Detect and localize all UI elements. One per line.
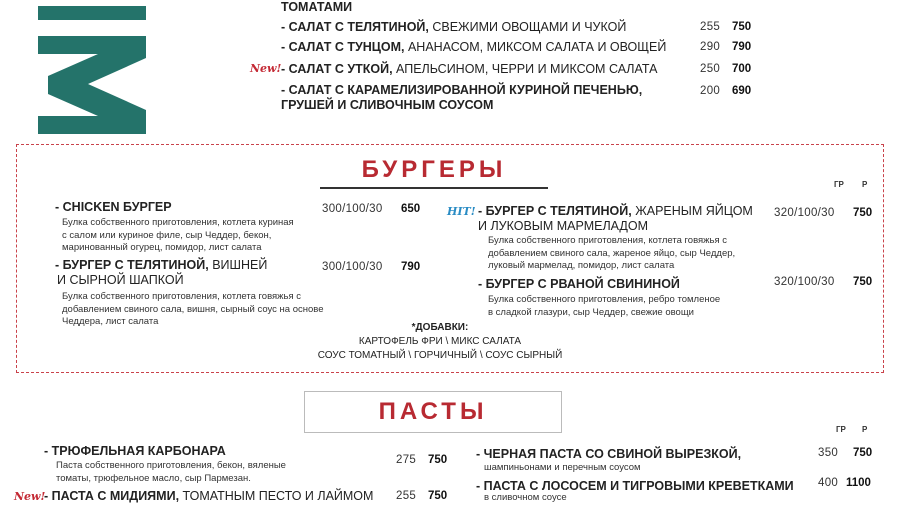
item-weight: 320/100/30 <box>774 276 835 288</box>
item-name-line2: И СЫРНОЙ ШАПКОЙ <box>57 273 184 287</box>
item-name: - ПАСТА С ЛОСОСЕМ И ТИГРОВЫМИ КРЕВЕТКАМИ <box>476 479 794 493</box>
item-weight: 320/100/30 <box>774 207 835 219</box>
pastas-section-title: ПАСТЫ <box>378 398 488 425</box>
menu-item-salad-tuna <box>281 40 666 55</box>
item-name-rest: АПЕЛЬСИНОМ, ЧЕРРИ И МИКСОМ САЛАТА <box>392 62 658 76</box>
burgers-title-underline <box>320 187 548 189</box>
item-weight: 250 <box>700 63 721 75</box>
menu-item-salad-veal <box>281 20 626 35</box>
new-badge: New! <box>14 490 46 503</box>
item-name: - САЛАТ С ТЕЛЯТИНОЙ, <box>281 20 429 34</box>
m-logo-icon <box>38 6 146 134</box>
item-name: - БУРГЕР С ТЕЛЯТИНОЙ, <box>55 258 209 272</box>
item-price: 1100 <box>846 477 871 489</box>
menu-item-salad-liver <box>281 83 642 113</box>
menu-item-salad-duck <box>281 62 657 77</box>
burgers-section-title: БУРГЕРЫ <box>361 156 507 183</box>
item-weight: 275 <box>396 454 417 466</box>
item-price: 790 <box>732 41 752 53</box>
addons-line: КАРТОФЕЛЬ ФРИ \ МИКС САЛАТА <box>358 336 522 347</box>
item-name: - САЛАТ С ТУНЦОМ, <box>281 40 405 54</box>
item-description: Булка собственного приготовления, котлета куриная с салом или куриное филе, сыр Чеддер, бекон, маринованный огурец, помидор, лист салата <box>62 217 294 253</box>
menu-item-veal-cherry-burger <box>55 258 267 288</box>
item-name: - ТРЮФЕЛЬНАЯ КАРБОНАРА <box>44 444 226 458</box>
addons-title: *ДОБАВКИ: <box>411 322 469 333</box>
item-price: 690 <box>732 85 752 97</box>
item-price: 790 <box>401 261 421 273</box>
item-description: Булка собственного приготовления, ребро томленое в сладкой глазури, сыр Чеддер, свежие овощи <box>488 294 721 318</box>
item-name: - БУРГЕР С РВАНОЙ СВИНИНОЙ <box>478 277 680 291</box>
item-name: - САЛАТ С УТКОЙ, <box>281 62 393 76</box>
menu-item-veal-egg-burger <box>478 204 753 234</box>
item-price: 750 <box>732 21 752 33</box>
item-weight: 255 <box>700 21 721 33</box>
item-name-rest: АНАНАСОМ, МИКСОМ САЛАТА И ОВОЩЕЙ <box>404 40 667 54</box>
item-weight: 200 <box>700 85 721 97</box>
item-name-rest: ЖАРЕНЫМ ЯЙЦОМ <box>631 204 753 218</box>
salad-top-fragment: ТОМАТАМИ <box>281 0 353 14</box>
item-price: 750 <box>853 207 873 219</box>
item-price: 750 <box>428 490 448 502</box>
menu-item-mussel-pasta <box>44 489 373 504</box>
addons-line: СОУС ТОМАТНЫЙ \ ГОРЧИЧНЫЙ \ СОУС СЫРНЫЙ <box>317 350 563 361</box>
item-price: 750 <box>853 447 873 459</box>
hit-badge: HIT! <box>447 205 476 218</box>
item-price: 650 <box>401 203 421 215</box>
menu-item-chicken-burger <box>55 200 172 215</box>
menu-item-black-pasta <box>476 447 741 462</box>
item-name-rest: СВЕЖИМИ ОВОЩАМИ И ЧУКОЙ <box>428 20 627 34</box>
menu-item-truffle-carbonara <box>44 444 226 459</box>
new-badge: New! <box>250 62 282 75</box>
item-name: - ПАСТА С МИДИЯМИ, <box>44 489 180 503</box>
item-weight: 300/100/30 <box>322 261 383 273</box>
item-description: в сливочном соусе <box>484 492 567 503</box>
col-header-weight: ГР <box>834 180 844 189</box>
item-description: Булка собственного приготовления, котлета говяжья с добавлением свиного сала, жареное яйцо, сыр Чеддер, луковый мармелад, помидор, лист салата <box>488 235 736 271</box>
item-description: Паста собственного приготовления, бекон, вяленые томаты, трюфельное масло, сыр Пармезан. <box>56 460 286 484</box>
item-weight: 350 <box>818 447 839 459</box>
item-price: 750 <box>428 454 448 466</box>
item-name: - САЛАТ С КАРАМЕЛИЗИРОВАННОЙ КУРИНОЙ ПЕЧЕНЬЮ, <box>281 83 643 97</box>
col-header-price: Р <box>862 425 868 434</box>
item-description: шампиньонами и перечным соусом <box>484 462 641 473</box>
item-name: - ЧЕРНАЯ ПАСТА СО СВИНОЙ ВЫРЕЗКОЙ, <box>476 447 742 461</box>
item-name-rest: ТОМАТНЫМ ПЕСТО И ЛАЙМОМ <box>179 489 374 503</box>
item-price: 750 <box>853 276 873 288</box>
col-header-weight: ГР <box>836 425 846 434</box>
col-header-price: Р <box>862 180 868 189</box>
item-name-rest: ВИШНЕЙ <box>208 258 268 272</box>
item-weight: 400 <box>818 477 839 489</box>
item-name: - CHICKEN БУРГЕР <box>55 200 172 214</box>
item-weight: 300/100/30 <box>322 203 383 215</box>
item-name: - БУРГЕР С ТЕЛЯТИНОЙ, <box>478 204 632 218</box>
item-name-line2: ГРУШЕЙ И СЛИВОЧНЫМ СОУСОМ <box>281 98 494 112</box>
item-price: 700 <box>732 63 752 75</box>
item-name-line2: И ЛУКОВЫМ МАРМЕЛАДОМ <box>478 219 649 233</box>
burger-addons <box>280 321 600 363</box>
item-weight: 255 <box>396 490 417 502</box>
menu-item-pulled-pork-burger <box>478 277 680 292</box>
item-description: Булка собственного приготовления, котлета говяжья с добавлением свиного сала, вишня, сырный соус на основе Чеддера, лист салата <box>62 291 324 327</box>
item-weight: 290 <box>700 41 721 53</box>
